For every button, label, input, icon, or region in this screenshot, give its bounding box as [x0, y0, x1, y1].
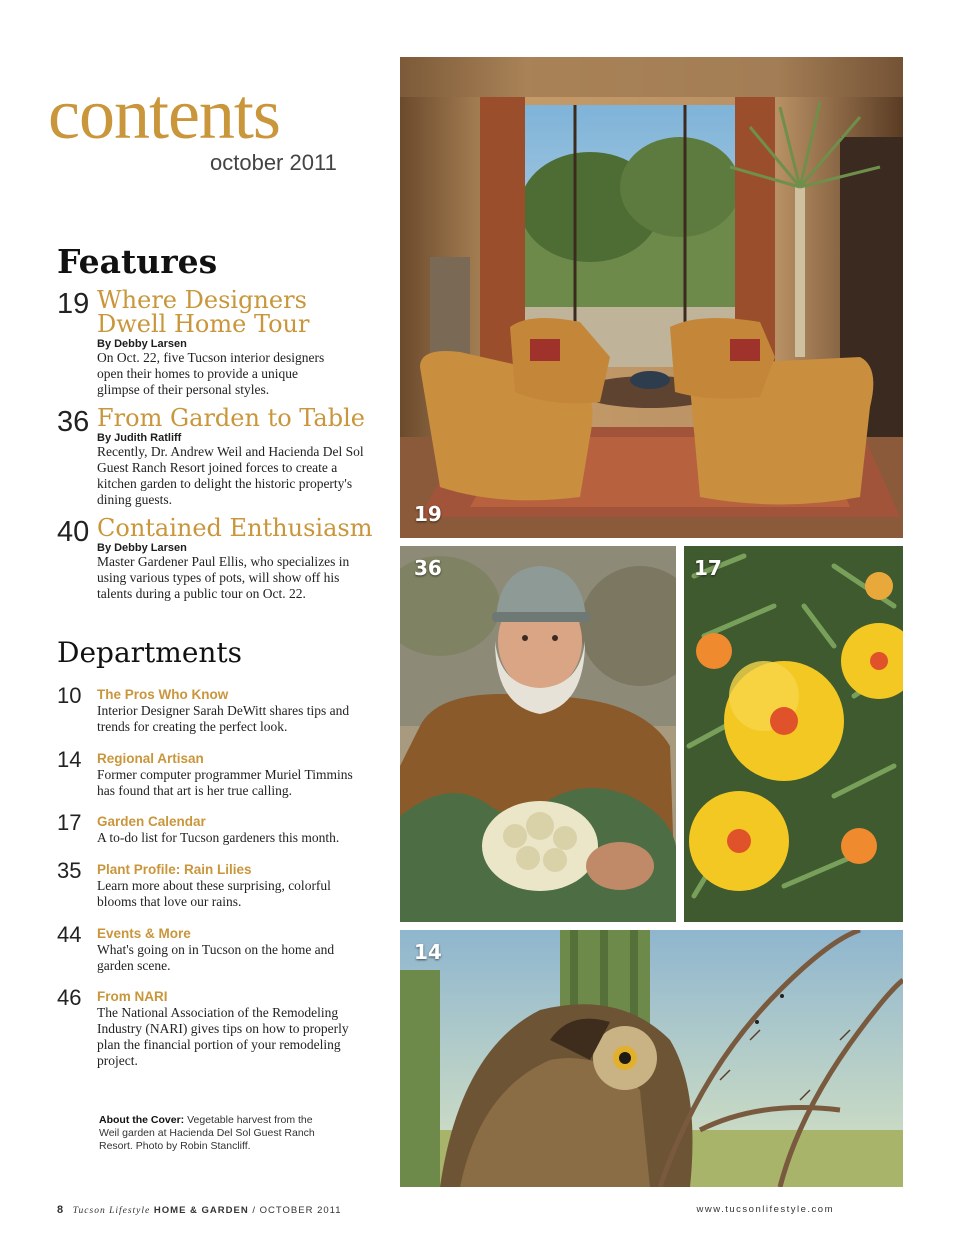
feature-page-number: 36 — [57, 406, 90, 438]
feature-item[interactable] — [57, 288, 377, 398]
department-item[interactable] — [57, 683, 377, 735]
department-title[interactable]: Events & More — [97, 926, 191, 941]
department-page-number: 17 — [57, 810, 82, 835]
department-item[interactable] — [57, 922, 377, 974]
owl-painting[interactable] — [400, 930, 903, 1187]
department-item[interactable] — [57, 747, 377, 799]
department-item[interactable] — [57, 810, 377, 846]
page-title: contents — [48, 74, 280, 154]
feature-item[interactable] — [57, 516, 397, 602]
department-title[interactable]: The Pros Who Know — [97, 687, 229, 702]
department-description: Interior Designer Sarah DeWitt shares tips and trends for creating the perfect look. — [97, 703, 350, 734]
flowers-photo[interactable] — [684, 546, 903, 922]
feature-item[interactable] — [57, 406, 377, 508]
page-number: 8 — [57, 1204, 64, 1216]
magazine-name: Tucson Lifestyle — [72, 1206, 151, 1216]
department-title[interactable]: Garden Calendar — [97, 814, 206, 829]
issue-label: / OCTOBER 2011 — [252, 1205, 342, 1216]
features-heading: Features — [57, 242, 218, 281]
department-description: A to-do list for Tucson gardeners this month. — [97, 830, 340, 845]
department-title[interactable]: From NARI — [97, 989, 168, 1004]
departments-heading: Departments — [57, 636, 243, 669]
gardener-photo[interactable] — [400, 546, 676, 922]
department-description: What's going on in Tucson on the home and garden scene. — [97, 942, 335, 973]
department-item[interactable] — [57, 985, 377, 1069]
cover-caption-text: Vegetable harvest from the Weil garden at Hacienda Del Sol Guest Ranch Resort. Photo by Robin Stancliff. — [99, 1114, 315, 1152]
page-badge: 17 — [694, 556, 722, 580]
department-page-number: 44 — [57, 922, 82, 947]
department-page-number: 10 — [57, 683, 82, 708]
feature-title[interactable]: Where Designers Dwell Home Tour — [97, 286, 310, 338]
page-badge: 14 — [414, 940, 442, 964]
issue-date: october 2011 — [210, 150, 337, 175]
department-page-number: 46 — [57, 985, 82, 1010]
feature-title[interactable]: Contained Enthusiasm — [97, 514, 373, 542]
magazine-section: HOME & GARDEN — [153, 1205, 249, 1216]
department-description: Former computer programmer Muriel Timmins has found that art is her true calling. — [97, 767, 353, 798]
page-badge: 36 — [414, 556, 442, 580]
page-badge: 19 — [414, 502, 442, 526]
department-title[interactable]: Plant Profile: Rain Lilies — [97, 862, 252, 877]
living-room-photo[interactable] — [400, 57, 903, 538]
department-page-number: 35 — [57, 858, 82, 883]
feature-byline: By Debby Larsen — [97, 338, 187, 350]
feature-byline: By Debby Larsen — [97, 542, 187, 554]
department-page-number: 14 — [57, 747, 82, 772]
cover-caption-label: About the Cover: — [99, 1114, 185, 1126]
feature-description: Recently, Dr. Andrew Weil and Hacienda Del Sol Guest Ranch Resort joined forces to create a kitchen garden to delight the historic property's dining guests. — [97, 444, 364, 507]
cover-caption — [99, 1114, 319, 1153]
department-description: Learn more about these surprising, colorful blooms that love our rains. — [97, 878, 331, 909]
feature-title[interactable]: From Garden to Table — [97, 404, 365, 432]
feature-description: Master Gardener Paul Ellis, who specializes in using various types of pots, will show off his talents during a public tour on Oct. 22. — [97, 554, 350, 601]
website-link[interactable]: www.tucsonlifestyle.com — [696, 1204, 834, 1215]
department-title[interactable]: Regional Artisan — [97, 751, 204, 766]
feature-description: On Oct. 22, five Tucson interior designers open their homes to provide a unique glimpse of their personal styles. — [97, 350, 325, 397]
feature-page-number: 40 — [57, 516, 90, 548]
page-footer — [57, 1204, 342, 1216]
department-item[interactable] — [57, 858, 377, 910]
feature-byline: By Judith Ratliff — [97, 432, 182, 444]
feature-page-number: 19 — [57, 288, 90, 320]
department-description: The National Association of the Remodeling Industry (NARI) gives tips on how to properly plan the financial portion of your remodeling project. — [97, 1005, 349, 1068]
